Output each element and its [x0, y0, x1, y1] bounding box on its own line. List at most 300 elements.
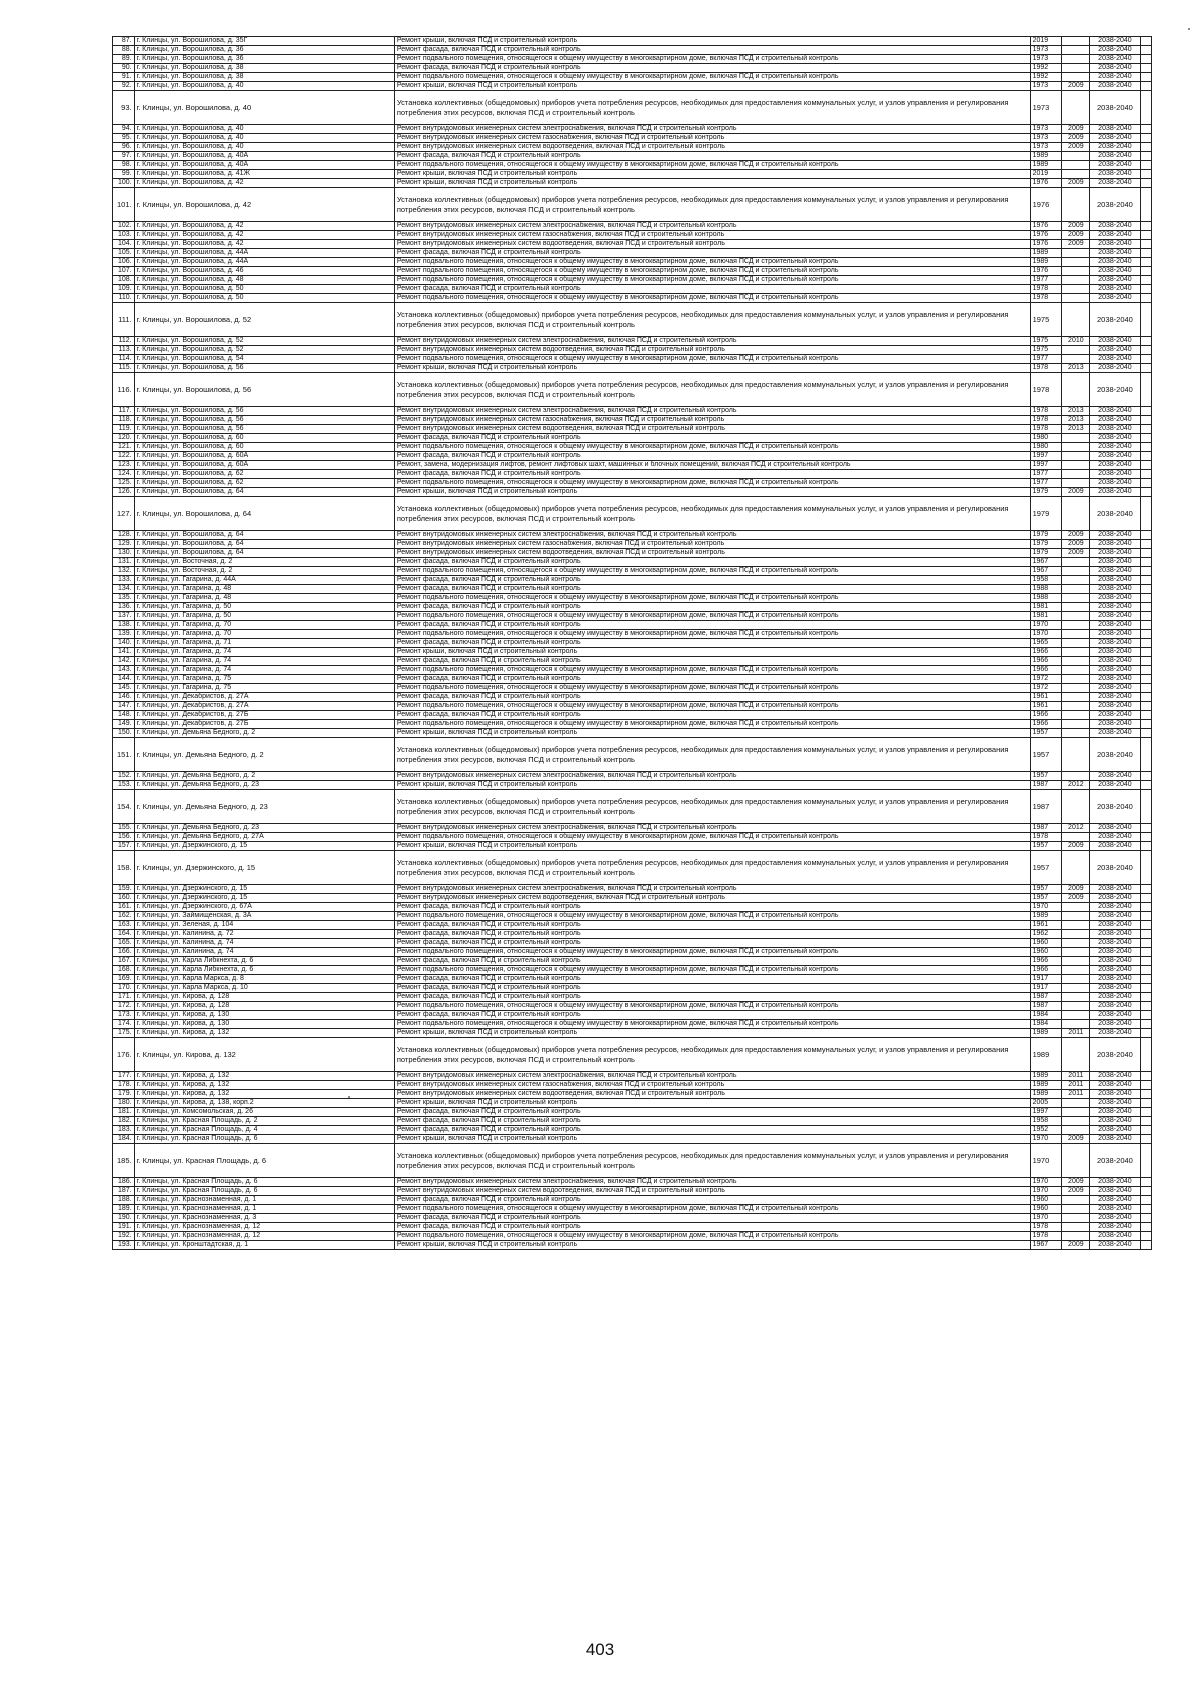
build-year-cell: 1970	[1030, 621, 1062, 630]
empty-cell	[1140, 702, 1151, 711]
row-number-cell: 107.	[113, 267, 135, 276]
empty-cell	[1140, 285, 1151, 294]
address-cell: г. Клинцы, ул. Декабристов, д. 27Б	[134, 720, 394, 729]
build-year-cell: 1978	[1030, 425, 1062, 434]
row-number-cell: 119.	[113, 425, 135, 434]
table-row	[113, 1126, 1152, 1135]
empty-cell	[1140, 416, 1151, 425]
work-type-cell: Ремонт подвального помещения, относящегося к общему имуществу в многоквартирном доме, включая ПСД и строительный контроль	[394, 630, 1030, 639]
table-row	[113, 702, 1152, 711]
work-type-cell: Ремонт внутридомовых инженерных систем газоснабжения, включая ПСД и строительный контроль	[394, 416, 1030, 425]
build-year-cell: 1966	[1030, 666, 1062, 675]
row-number-cell: 157.	[113, 842, 135, 851]
empty-cell	[1140, 479, 1151, 488]
row-number-cell: 87.	[113, 37, 135, 46]
work-type-cell: Ремонт фасада, включая ПСД и строительный контроль	[394, 285, 1030, 294]
last-repair-year-cell	[1062, 346, 1090, 355]
empty-cell	[1140, 720, 1151, 729]
build-year-cell: 1992	[1030, 73, 1062, 82]
row-number-cell: 102.	[113, 222, 135, 231]
build-year-cell: 1997	[1030, 1108, 1062, 1117]
table-row	[113, 657, 1152, 666]
row-number-cell: 126.	[113, 488, 135, 497]
build-year-cell: 1966	[1030, 720, 1062, 729]
address-cell: г. Клинцы, ул. Калинина, д. 72	[134, 930, 394, 939]
row-number-cell: 95.	[113, 134, 135, 143]
row-number-cell: 166.	[113, 948, 135, 957]
last-repair-year-cell	[1062, 1232, 1090, 1241]
address-cell: г. Клинцы, ул. Ворошилова, д. 60А	[134, 461, 394, 470]
address-cell: г. Клинцы, ул. Дзержинского, д. 15	[134, 842, 394, 851]
build-year-cell: 1962	[1030, 930, 1062, 939]
build-year-cell: 1978	[1030, 364, 1062, 373]
last-repair-year-cell	[1062, 1011, 1090, 1020]
table-row	[113, 82, 1152, 91]
address-cell: г. Клинцы, ул. Краснознаменная, д. 1	[134, 1205, 394, 1214]
work-type-cell: Ремонт фасада, включая ПСД и строительный контроль	[394, 639, 1030, 648]
last-repair-year-cell: 2012	[1062, 824, 1090, 833]
work-type-cell: Ремонт внутридомовых инженерных систем водоотведения, включая ПСД и строительный контроль	[394, 894, 1030, 903]
row-number-cell: 174.	[113, 1020, 135, 1029]
address-cell: г. Клинцы, ул. Ворошилова, д. 42	[134, 222, 394, 231]
work-type-cell: Ремонт подвального помещения, относящегося к общему имуществу в многоквартирном доме, включая ПСД и строительный контроль	[394, 684, 1030, 693]
address-cell: г. Клинцы, ул. Ворошилова, д. 46	[134, 267, 394, 276]
address-cell: г. Клинцы, ул. Ворошилова, д. 42	[134, 188, 394, 222]
empty-cell	[1140, 885, 1151, 894]
build-year-cell: 1987	[1030, 1002, 1062, 1011]
table-row	[113, 851, 1152, 885]
address-cell: г. Клинцы, ул. Ворошилова, д. 62	[134, 479, 394, 488]
last-repair-year-cell	[1062, 948, 1090, 957]
address-cell: г. Клинцы, ул. Ворошилова, д. 64	[134, 497, 394, 531]
address-cell: г. Клинцы, ул. Красная Площадь, д. 6	[134, 1187, 394, 1196]
empty-cell	[1140, 549, 1151, 558]
row-number-cell: 118.	[113, 416, 135, 425]
table-row	[113, 497, 1152, 531]
planned-period-cell: 2038-2040	[1090, 549, 1140, 558]
empty-cell	[1140, 567, 1151, 576]
planned-period-cell: 2038-2040	[1090, 833, 1140, 842]
empty-cell	[1140, 948, 1151, 957]
planned-period-cell: 2038-2040	[1090, 479, 1140, 488]
planned-period-cell: 2038-2040	[1090, 416, 1140, 425]
row-number-cell: 122.	[113, 452, 135, 461]
address-cell: г. Клинцы, ул. Ворошилова, д. 56	[134, 373, 394, 407]
last-repair-year-cell: 2011	[1062, 1090, 1090, 1099]
work-type-cell: Ремонт фасада, включая ПСД и строительный контроль	[394, 152, 1030, 161]
address-cell: г. Клинцы, ул. Ворошилова, д. 38	[134, 64, 394, 73]
empty-cell	[1140, 1081, 1151, 1090]
address-cell: г. Клинцы, ул. Карла Либкнехта, д. 6	[134, 957, 394, 966]
last-repair-year-cell: 2009	[1062, 222, 1090, 231]
row-number-cell: 163.	[113, 921, 135, 930]
table-row	[113, 885, 1152, 894]
build-year-cell: 1973	[1030, 134, 1062, 143]
planned-period-cell: 2038-2040	[1090, 842, 1140, 851]
build-year-cell: 1973	[1030, 143, 1062, 152]
table-row	[113, 684, 1152, 693]
row-number-cell: 155.	[113, 824, 135, 833]
table-row	[113, 170, 1152, 179]
table-row	[113, 179, 1152, 188]
planned-period-cell: 2038-2040	[1090, 894, 1140, 903]
address-cell: г. Клинцы, ул. Кирова, д. 130	[134, 1011, 394, 1020]
table-row	[113, 630, 1152, 639]
work-type-cell: Ремонт подвального помещения, относящегося к общему имуществу в многоквартирном доме, включая ПСД и строительный контроль	[394, 720, 1030, 729]
work-type-cell: Ремонт крыши, включая ПСД и строительный контроль	[394, 488, 1030, 497]
last-repair-year-cell: 2013	[1062, 364, 1090, 373]
row-number-cell: 168.	[113, 966, 135, 975]
planned-period-cell: 2038-2040	[1090, 303, 1140, 337]
row-number-cell: 167.	[113, 957, 135, 966]
empty-cell	[1140, 303, 1151, 337]
work-type-cell: Ремонт крыши, включая ПСД и строительный контроль	[394, 1099, 1030, 1108]
build-year-cell: 1976	[1030, 188, 1062, 222]
work-type-cell: Ремонт внутридомовых инженерных систем электроснабжения, включая ПСД и строительный контроль	[394, 222, 1030, 231]
build-year-cell: 1980	[1030, 443, 1062, 452]
work-type-cell: Установка коллективных (общедомовых) приборов учета потребления ресурсов, необходимых для предоставления коммунальных услуг, и узлов управления и регулирования потребления этих ресурсов, включая ПСД и строительный контроль	[394, 1144, 1030, 1178]
planned-period-cell: 2038-2040	[1090, 621, 1140, 630]
empty-cell	[1140, 425, 1151, 434]
planned-period-cell: 2038-2040	[1090, 434, 1140, 443]
empty-cell	[1140, 1241, 1151, 1250]
address-cell: г. Клинцы, ул. Краснознаменная, д. 12	[134, 1232, 394, 1241]
work-type-cell: Ремонт крыши, включая ПСД и строительный контроль	[394, 1241, 1030, 1250]
row-number-cell: 91.	[113, 73, 135, 82]
planned-period-cell: 2038-2040	[1090, 939, 1140, 948]
planned-period-cell: 2038-2040	[1090, 772, 1140, 781]
empty-cell	[1140, 407, 1151, 416]
last-repair-year-cell: 2009	[1062, 125, 1090, 134]
table-row	[113, 675, 1152, 684]
last-repair-year-cell: 2009	[1062, 134, 1090, 143]
work-type-cell: Ремонт внутридомовых инженерных систем водоотведения, включая ПСД и строительный контроль	[394, 425, 1030, 434]
row-number-cell: 111.	[113, 303, 135, 337]
build-year-cell: 1981	[1030, 603, 1062, 612]
table-row	[113, 303, 1152, 337]
address-cell: г. Клинцы, ул. Кирова, д. 138, корп.2	[134, 1099, 394, 1108]
build-year-cell: 1989	[1030, 258, 1062, 267]
last-repair-year-cell	[1062, 957, 1090, 966]
address-cell: г. Клинцы, ул. Ворошилова, д. 36	[134, 46, 394, 55]
table-row	[113, 1205, 1152, 1214]
table-row	[113, 1187, 1152, 1196]
table-row	[113, 285, 1152, 294]
build-year-cell: 1978	[1030, 416, 1062, 425]
work-type-cell: Ремонт фасада, включая ПСД и строительный контроль	[394, 576, 1030, 585]
build-year-cell: 1987	[1030, 824, 1062, 833]
page-number: 403	[585, 1640, 615, 1659]
last-repair-year-cell	[1062, 666, 1090, 675]
build-year-cell: 1917	[1030, 984, 1062, 993]
planned-period-cell: 2038-2040	[1090, 1117, 1140, 1126]
work-type-cell: Ремонт подвального помещения, относящегося к общему имуществу в многоквартирном доме, включая ПСД и строительный контроль	[394, 55, 1030, 64]
last-repair-year-cell	[1062, 1126, 1090, 1135]
build-year-cell: 1992	[1030, 64, 1062, 73]
row-number-cell: 92.	[113, 82, 135, 91]
empty-cell	[1140, 930, 1151, 939]
planned-period-cell: 2038-2040	[1090, 684, 1140, 693]
last-repair-year-cell	[1062, 258, 1090, 267]
build-year-cell: 2005	[1030, 1099, 1062, 1108]
work-type-cell: Ремонт фасада, включая ПСД и строительный контроль	[394, 1011, 1030, 1020]
address-cell: г. Клинцы, ул. Карла Либкнехта, д. 6	[134, 966, 394, 975]
address-cell: г. Клинцы, ул. Займищенская, д. 3А	[134, 912, 394, 921]
build-year-cell: 1973	[1030, 125, 1062, 134]
last-repair-year-cell	[1062, 64, 1090, 73]
address-cell: г. Клинцы, ул. Ворошилова, д. 40А	[134, 161, 394, 170]
row-number-cell: 161.	[113, 903, 135, 912]
address-cell: г. Клинцы, ул. Гагарина, д. 50	[134, 603, 394, 612]
work-type-cell: Ремонт крыши, включая ПСД и строительный контроль	[394, 781, 1030, 790]
table-row	[113, 188, 1152, 222]
build-year-cell: 1973	[1030, 91, 1062, 125]
empty-cell	[1140, 1020, 1151, 1029]
build-year-cell: 1965	[1030, 639, 1062, 648]
row-number-cell: 112.	[113, 337, 135, 346]
row-number-cell: 186.	[113, 1178, 135, 1187]
work-type-cell: Ремонт крыши, включая ПСД и строительный контроль	[394, 648, 1030, 657]
work-type-cell: Установка коллективных (общедомовых) приборов учета потребления ресурсов, необходимых для предоставления коммунальных услуг, и узлов управления и регулирования потребления этих ресурсов, включая ПСД и строительный контроль	[394, 790, 1030, 824]
last-repair-year-cell	[1062, 558, 1090, 567]
planned-period-cell: 2038-2040	[1090, 91, 1140, 125]
build-year-cell: 1967	[1030, 1241, 1062, 1250]
empty-cell	[1140, 73, 1151, 82]
build-year-cell: 1976	[1030, 267, 1062, 276]
planned-period-cell: 2038-2040	[1090, 55, 1140, 64]
table-row	[113, 1135, 1152, 1144]
work-type-cell: Ремонт крыши, включая ПСД и строительный контроль	[394, 170, 1030, 179]
work-type-cell: Ремонт внутридомовых инженерных систем электроснабжения, включая ПСД и строительный контроль	[394, 824, 1030, 833]
address-cell: г. Клинцы, ул. Ворошилова, д. 36	[134, 55, 394, 64]
address-cell: г. Клинцы, ул. Красная Площадь, д. 6	[134, 1178, 394, 1187]
last-repair-year-cell	[1062, 693, 1090, 702]
planned-period-cell: 2038-2040	[1090, 355, 1140, 364]
table-row	[113, 364, 1152, 373]
last-repair-year-cell	[1062, 930, 1090, 939]
build-year-cell: 1966	[1030, 966, 1062, 975]
planned-period-cell: 2038-2040	[1090, 675, 1140, 684]
table-row	[113, 240, 1152, 249]
last-repair-year-cell	[1062, 285, 1090, 294]
last-repair-year-cell	[1062, 1144, 1090, 1178]
row-number-cell: 115.	[113, 364, 135, 373]
row-number-cell: 184.	[113, 1135, 135, 1144]
planned-period-cell: 2038-2040	[1090, 1090, 1140, 1099]
table-row	[113, 355, 1152, 364]
empty-cell	[1140, 161, 1151, 170]
table-row	[113, 790, 1152, 824]
last-repair-year-cell	[1062, 355, 1090, 364]
last-repair-year-cell	[1062, 702, 1090, 711]
build-year-cell: 1976	[1030, 222, 1062, 231]
table-row	[113, 549, 1152, 558]
table-row	[113, 337, 1152, 346]
table-row	[113, 729, 1152, 738]
empty-cell	[1140, 540, 1151, 549]
address-cell: г. Клинцы, ул. Карла Маркса, д. 10	[134, 984, 394, 993]
last-repair-year-cell	[1062, 567, 1090, 576]
table-row	[113, 1002, 1152, 1011]
row-number-cell: 125.	[113, 479, 135, 488]
last-repair-year-cell	[1062, 1117, 1090, 1126]
last-repair-year-cell	[1062, 912, 1090, 921]
last-repair-year-cell	[1062, 1205, 1090, 1214]
work-type-cell: Ремонт крыши, включая ПСД и строительный контроль	[394, 82, 1030, 91]
empty-cell	[1140, 630, 1151, 639]
last-repair-year-cell: 2011	[1062, 1072, 1090, 1081]
address-cell: г. Клинцы, ул. Калинина, д. 74	[134, 939, 394, 948]
address-cell: г. Клинцы, ул. Комсомольская, д. 26	[134, 1108, 394, 1117]
planned-period-cell: 2038-2040	[1090, 46, 1140, 55]
build-year-cell: 1989	[1030, 152, 1062, 161]
work-type-cell: Ремонт подвального помещения, относящегося к общему имуществу в многоквартирном доме, включая ПСД и строительный контроль	[394, 833, 1030, 842]
last-repair-year-cell: 2009	[1062, 240, 1090, 249]
table-row	[113, 1223, 1152, 1232]
last-repair-year-cell	[1062, 684, 1090, 693]
address-cell: г. Клинцы, ул. Демьяна Бедного, д. 23	[134, 781, 394, 790]
table-row	[113, 975, 1152, 984]
empty-cell	[1140, 258, 1151, 267]
empty-cell	[1140, 603, 1151, 612]
empty-cell	[1140, 179, 1151, 188]
table-row	[113, 648, 1152, 657]
last-repair-year-cell: 2009	[1062, 231, 1090, 240]
work-type-cell: Установка коллективных (общедомовых) приборов учета потребления ресурсов, необходимых для предоставления коммунальных услуг, и узлов управления и регулирования потребления этих ресурсов, включая ПСД и строительный контроль	[394, 1038, 1030, 1072]
build-year-cell: 1966	[1030, 711, 1062, 720]
build-year-cell: 1958	[1030, 576, 1062, 585]
build-year-cell: 1957	[1030, 885, 1062, 894]
table-row	[113, 470, 1152, 479]
address-cell: г. Клинцы, ул. Кирова, д. 132	[134, 1038, 394, 1072]
empty-cell	[1140, 903, 1151, 912]
row-number-cell: 99.	[113, 170, 135, 179]
planned-period-cell: 2038-2040	[1090, 461, 1140, 470]
address-cell: г. Клинцы, ул. Ворошилова, д. 54	[134, 355, 394, 364]
table-row	[113, 693, 1152, 702]
last-repair-year-cell: 2009	[1062, 1187, 1090, 1196]
planned-period-cell: 2038-2040	[1090, 364, 1140, 373]
empty-cell	[1140, 143, 1151, 152]
table-row	[113, 921, 1152, 930]
table-row	[113, 258, 1152, 267]
work-type-cell: Ремонт внутридомовых инженерных систем водоотведения, включая ПСД и строительный контроль	[394, 1187, 1030, 1196]
address-cell: г. Клинцы, ул. Декабристов, д. 27А	[134, 702, 394, 711]
work-type-cell: Ремонт фасада, включая ПСД и строительный контроль	[394, 46, 1030, 55]
address-cell: г. Клинцы, ул. Дзержинского, д. 15	[134, 851, 394, 885]
table-row	[113, 912, 1152, 921]
table-row	[113, 738, 1152, 772]
last-repair-year-cell	[1062, 1002, 1090, 1011]
planned-period-cell: 2038-2040	[1090, 1241, 1140, 1250]
address-cell: г. Клинцы, ул. Кирова, д. 130	[134, 1020, 394, 1029]
row-number-cell: 128.	[113, 531, 135, 540]
planned-period-cell: 2038-2040	[1090, 594, 1140, 603]
table-row	[113, 984, 1152, 993]
work-type-cell: Ремонт внутридомовых инженерных систем электроснабжения, включая ПСД и строительный контроль	[394, 1072, 1030, 1081]
work-type-cell: Ремонт фасада, включая ПСД и строительный контроль	[394, 921, 1030, 930]
table-row	[113, 1144, 1152, 1178]
work-type-cell: Ремонт внутридомовых инженерных систем водоотведения, включая ПСД и строительный контроль	[394, 240, 1030, 249]
planned-period-cell: 2038-2040	[1090, 1205, 1140, 1214]
address-cell: г. Клинцы, ул. Кирова, д. 132	[134, 1072, 394, 1081]
planned-period-cell: 2038-2040	[1090, 425, 1140, 434]
table-row	[113, 452, 1152, 461]
last-repair-year-cell: 2009	[1062, 1241, 1090, 1250]
last-repair-year-cell	[1062, 657, 1090, 666]
address-cell: г. Клинцы, ул. Гагарина, д. 71	[134, 639, 394, 648]
planned-period-cell: 2038-2040	[1090, 37, 1140, 46]
work-type-cell: Ремонт фасада, включая ПСД и строительный контроль	[394, 903, 1030, 912]
planned-period-cell: 2038-2040	[1090, 1038, 1140, 1072]
build-year-cell: 1997	[1030, 461, 1062, 470]
empty-cell	[1140, 957, 1151, 966]
table-row	[113, 531, 1152, 540]
table-row	[113, 479, 1152, 488]
row-number-cell: 129.	[113, 540, 135, 549]
build-year-cell: 1960	[1030, 948, 1062, 957]
last-repair-year-cell	[1062, 249, 1090, 258]
last-repair-year-cell	[1062, 833, 1090, 842]
row-number-cell: 97.	[113, 152, 135, 161]
planned-period-cell: 2038-2040	[1090, 957, 1140, 966]
empty-cell	[1140, 729, 1151, 738]
address-cell: г. Клинцы, ул. Ворошилова, д. 52	[134, 337, 394, 346]
row-number-cell: 117.	[113, 407, 135, 416]
build-year-cell: 1961	[1030, 921, 1062, 930]
row-number-cell: 135.	[113, 594, 135, 603]
row-number-cell: 142.	[113, 657, 135, 666]
row-number-cell: 148.	[113, 711, 135, 720]
last-repair-year-cell	[1062, 73, 1090, 82]
build-year-cell: 1975	[1030, 346, 1062, 355]
planned-period-cell: 2038-2040	[1090, 711, 1140, 720]
table-row	[113, 488, 1152, 497]
planned-period-cell: 2038-2040	[1090, 125, 1140, 134]
row-number-cell: 154.	[113, 790, 135, 824]
last-repair-year-cell	[1062, 161, 1090, 170]
empty-cell	[1140, 37, 1151, 46]
row-number-cell: 90.	[113, 64, 135, 73]
row-number-cell: 190.	[113, 1214, 135, 1223]
planned-period-cell: 2038-2040	[1090, 1126, 1140, 1135]
work-type-cell: Установка коллективных (общедомовых) приборов учета потребления ресурсов, необходимых для предоставления коммунальных услуг, и узлов управления и регулирования потребления этих ресурсов, включая ПСД и строительный контроль	[394, 851, 1030, 885]
last-repair-year-cell	[1062, 966, 1090, 975]
work-type-cell: Ремонт подвального помещения, относящегося к общему имуществу в многоквартирном доме, включая ПСД и строительный контроль	[394, 1020, 1030, 1029]
last-repair-year-cell: 2009	[1062, 842, 1090, 851]
empty-cell	[1140, 851, 1151, 885]
address-cell: г. Клинцы, ул. Ворошилова, д. 48	[134, 276, 394, 285]
row-number-cell: 124.	[113, 470, 135, 479]
row-number-cell: 131.	[113, 558, 135, 567]
last-repair-year-cell	[1062, 612, 1090, 621]
empty-cell	[1140, 91, 1151, 125]
address-cell: г. Клинцы, ул. Гагарина, д. 75	[134, 684, 394, 693]
row-number-cell: 187.	[113, 1187, 135, 1196]
address-cell: г. Клинцы, ул. Гагарина, д. 50	[134, 612, 394, 621]
empty-cell	[1140, 781, 1151, 790]
work-type-cell: Ремонт подвального помещения, относящегося к общему имуществу в многоквартирном доме, включая ПСД и строительный контроль	[394, 1205, 1030, 1214]
row-number-cell: 149.	[113, 720, 135, 729]
planned-period-cell: 2038-2040	[1090, 258, 1140, 267]
work-type-cell: Ремонт внутридомовых инженерных систем газоснабжения, включая ПСД и строительный контроль	[394, 540, 1030, 549]
row-number-cell: 134.	[113, 585, 135, 594]
empty-cell	[1140, 1187, 1151, 1196]
table-row	[113, 639, 1152, 648]
scan-speck	[1188, 28, 1190, 30]
empty-cell	[1140, 1072, 1151, 1081]
work-type-cell: Ремонт крыши, включая ПСД и строительный контроль	[394, 1029, 1030, 1038]
